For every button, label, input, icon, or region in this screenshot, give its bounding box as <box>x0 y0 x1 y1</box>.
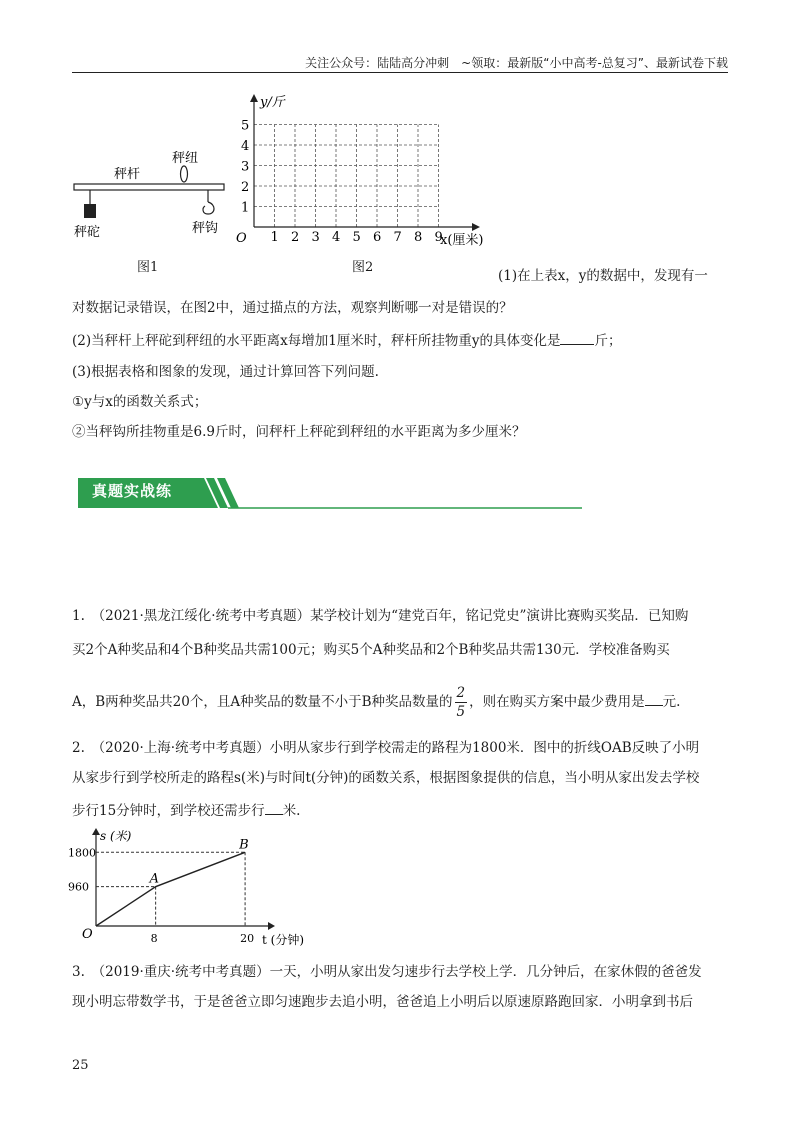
x-tick-label: 7 <box>393 230 402 245</box>
q1-line3-text: A，B两种奖品共20个，且A种奖品的数量不小于B种奖品数量的 <box>72 694 453 710</box>
part1-line2: 对数据记录错误，在图2中，通过描点的方法，观察判断哪一对是错误的？ <box>72 300 513 316</box>
weight-shape <box>84 204 96 218</box>
y-axis-label: y/斤 <box>260 95 285 110</box>
x-tick-label: 1 <box>270 230 279 245</box>
x-axis-label: t (分钟) <box>262 933 305 947</box>
series-line-OAB <box>96 852 245 926</box>
answer-blank <box>560 330 594 345</box>
x-tick-label: 20 <box>240 932 255 945</box>
x-tick-label: 8 <box>414 230 423 245</box>
x-tick-label: 5 <box>352 230 361 245</box>
x-axis-arrow <box>268 922 275 930</box>
q1-line3-tail: ，则在购买方案中最少费用是 <box>469 694 645 710</box>
origin-label: O <box>236 231 247 246</box>
label-rod: 秤杆 <box>114 167 141 182</box>
fraction <box>455 684 468 721</box>
x-axis-arrow <box>472 223 480 231</box>
y-axis-arrow <box>92 828 100 835</box>
y-tick-label: 2 <box>241 180 250 195</box>
y-tick-label: 4 <box>241 139 250 154</box>
q1-line2: 买2个A种奖品和4个B种奖品共需100元；购买5个A种奖品和2个B种奖品共需130元．学校准备购买 <box>72 642 670 658</box>
x-tick-label: 9 <box>434 230 443 245</box>
point-label-B: B <box>239 837 249 853</box>
y-tick-label: 5 <box>241 118 250 134</box>
q2-line-chart <box>68 828 308 952</box>
page-header: 关注公众号：陆陆高分冲刺 ~领取：最新版“小中高考-总复习”、最新试卷下载 <box>305 56 728 70</box>
q1-line3-unit: 元. <box>662 694 681 710</box>
answer-blank <box>645 691 663 706</box>
point-label-A: A <box>149 871 160 887</box>
fraction-denominator: 5 <box>456 704 466 720</box>
x-axis-label: x(厘米) <box>440 233 484 248</box>
label-hook: 秤钩 <box>192 221 219 236</box>
fraction-numerator: 2 <box>456 685 466 701</box>
x-tick-label: 4 <box>332 230 341 245</box>
q2-line1: 2. （2020·上海·统考中考真题）小明从家步行到学校需走的路程为1800米．图中的折线OAB反映了小明 <box>72 740 700 756</box>
x-tick-label: 3 <box>311 230 320 245</box>
q2-line3 <box>72 800 300 821</box>
origin-label: O <box>82 927 93 942</box>
page-number: 25 <box>72 1058 89 1073</box>
y-axis-arrow <box>250 94 258 102</box>
x-tick-label: 2 <box>291 230 300 245</box>
part2-text: (2)当秤杆上秤砣到秤纽的水平距离x每增加1厘米时，秤杆所挂物重y的具体变化是 <box>72 333 561 349</box>
y-tick-label: 1 <box>241 200 250 216</box>
sub1-line: ①y与x的函数关系式； <box>72 394 208 410</box>
answer-blank <box>265 800 283 815</box>
y-tick-label: 3 <box>241 159 250 175</box>
part2-line <box>72 330 621 351</box>
label-knob: 秤纽 <box>172 151 199 166</box>
part2-unit: 斤； <box>594 333 622 349</box>
q1-line1: 1. （2021·黑龙江绥化·统考中考真题）某学校计划为“建党百年，铭记党史”演讲比赛购买奖品．已知购 <box>72 608 689 624</box>
part1-line1: (1)在上表x，y的数据中，发现有一 <box>498 268 708 284</box>
figure2-caption: 图2 <box>352 260 374 275</box>
y-axis-label: s (米) <box>100 829 132 843</box>
figure1-caption: 图1 <box>137 260 159 275</box>
figure1-steelyard <box>68 140 238 250</box>
header-divider <box>72 72 728 73</box>
q2-line3-text: 步行15分钟时，到学校还需步行 <box>72 803 265 819</box>
q2-line3-unit: 米. <box>282 803 301 819</box>
knob-shape <box>181 166 188 182</box>
q2-line2: 从家步行到学校所走的路程s(米)与时间t(分钟)的函数关系，根据图象提供的信息，当小明从家出发去学校 <box>72 770 700 786</box>
y-tick-label: 960 <box>68 880 89 894</box>
y-tick-label: 1800 <box>68 846 96 860</box>
q1-line3 <box>72 684 680 721</box>
label-weight: 秤砣 <box>74 225 101 240</box>
q3-line1: 3. （2019·重庆·统考中考真题）一天，小明从家出发匀速步行去学校上学．几分钟后，在家休假的爸爸发 <box>72 964 702 980</box>
section-title: 真题实战练 <box>92 482 173 500</box>
hook-shape <box>203 202 214 214</box>
x-tick-label: 6 <box>373 230 382 245</box>
figure2-grid <box>232 92 502 252</box>
sub2-line: ②当秤钩所挂物重是6.9斤时，问秤杆上秤砣到秤纽的水平距离为多少厘米？ <box>72 424 526 440</box>
part3-line: (3)根据表格和图象的发现，通过计算回答下列问题. <box>72 364 379 380</box>
x-tick-label: 8 <box>150 932 158 945</box>
rod-shape <box>74 184 224 190</box>
q3-line2: 现小明忘带数学书，于是爸爸立即匀速跑步去追小明，爸爸追上小明后以原速原路跑回家．小明拿到书后 <box>72 994 693 1010</box>
